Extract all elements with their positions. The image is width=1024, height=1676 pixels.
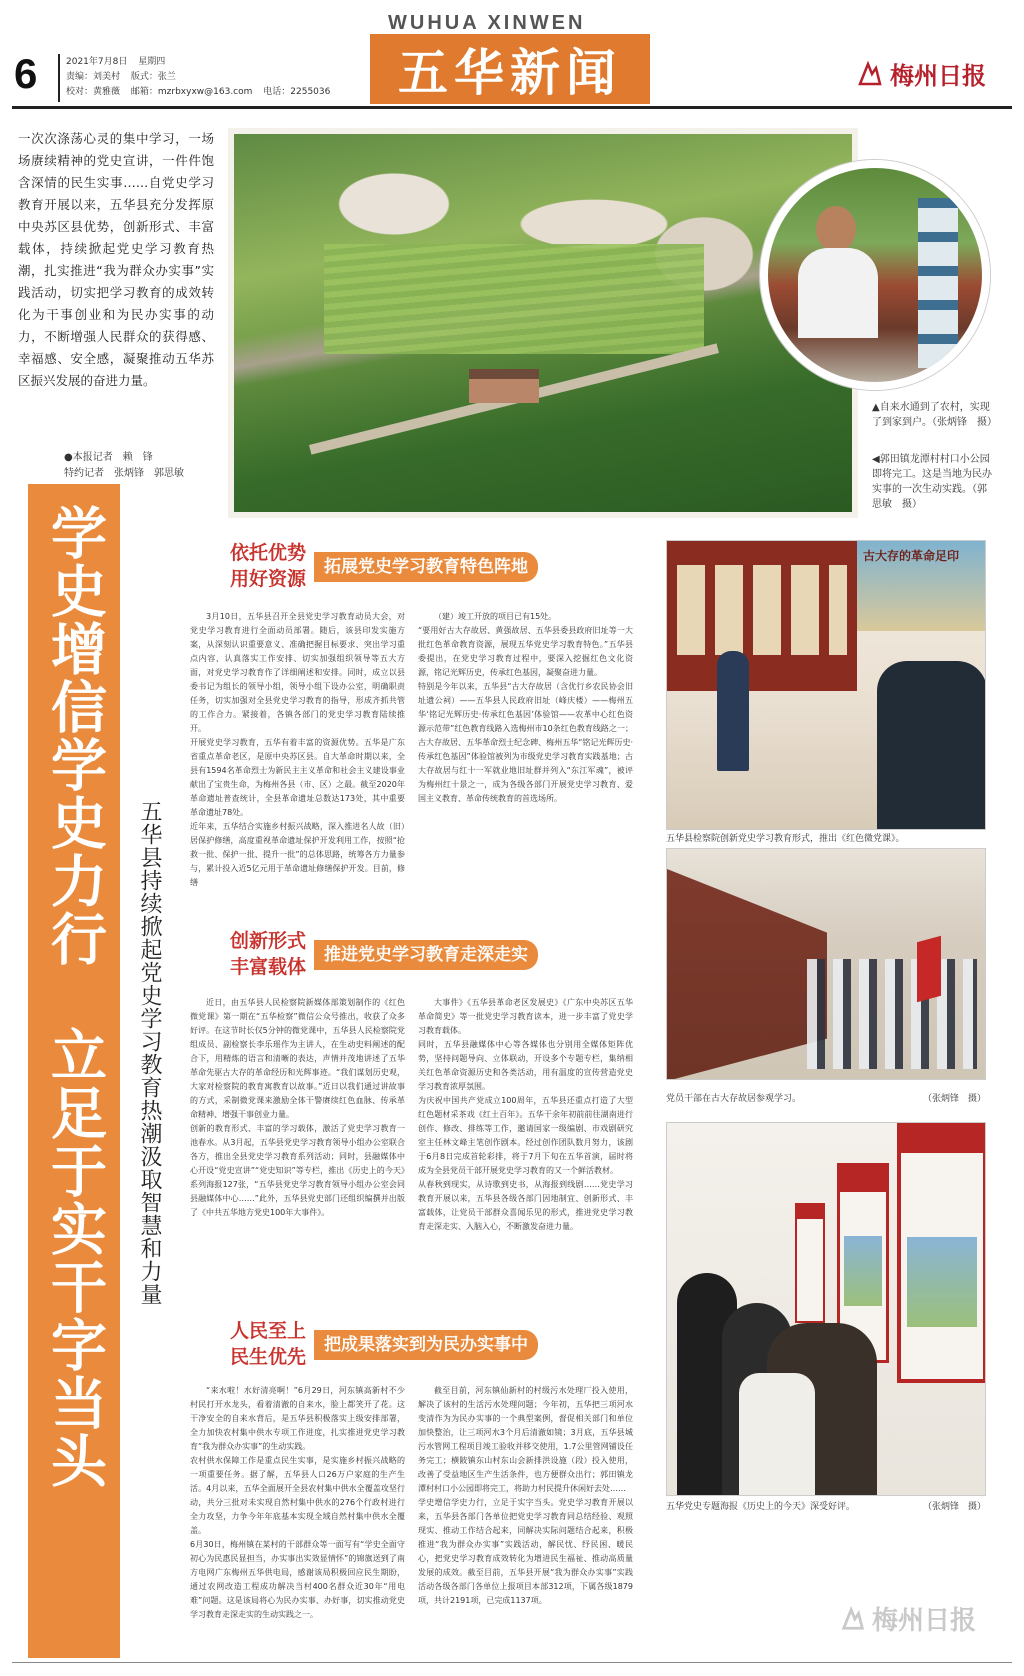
poster-3-header: [797, 1205, 823, 1219]
water-pipes: [918, 198, 958, 368]
email: 邮箱：mzrbxyxw@163.com: [130, 87, 253, 97]
byline-correspondent: 特约记者 张炳锋 郭思敏: [64, 468, 184, 479]
bottom-rule: [12, 1662, 1012, 1663]
subheadline: 五华县持续掀起党史学习教育热潮汲取智慧和力量: [137, 800, 162, 1306]
section-1-title: 拓展党史学习教育特色阵地: [314, 552, 538, 582]
water-tap-photo: [760, 160, 990, 390]
section-3-title: 把成果落实到为民办实事中: [314, 1330, 538, 1360]
section-1-tag: 依托优势 用好资源: [229, 542, 306, 590]
headline-banner: [28, 484, 120, 1658]
section-2-col-1: 近日，由五华县人民检察院新媒体部策划制作的《红色微党课》第一期在“五华检察”微信公众号推出，收获了众多好评。在这节时长仅5分钟的微党课中，五华县人民检察院党组成员、副检察长李乐瑶作为主讲人，在生动史料阐述的配合下，用精炼的语言和清晰的表达，声情并茂地讲述了五华革命先驱古大存的革命经历和光辉事迹。“我们谋划历史观，大家对检察院的教育寓教育以故事。”近日以我们通过讲故事的方式，采制微党课来激励全体干警赓续红色血脉、传承革命精神、增强干事创业力量。 创新的教育形式、丰富的学习载体，激活了党史学习教育一池春水。从3月起，五华县党史学习教育领导小组办公室联合各方，推出全县党史学习教育系列活动；同时，县融媒体中心开设“党史宣讲”“党史知识”等专栏，推出《历史上的今天》系列海报127张，“五华县党史学习教育领导小组办公室会同县融媒体中心……”此外，五华县党史部门还组织编撰并出版了《中共五华地方党史100年大事件》。: [190, 998, 405, 1217]
proofreader: 校对：黄雅薇: [66, 87, 121, 97]
editor: 责编：刘美村: [66, 72, 121, 82]
caption-corridor-credit: （张炳锋 摄）: [922, 1094, 986, 1104]
park-pavilion: [469, 369, 539, 403]
caption-corridor: [666, 1092, 986, 1107]
page-number: 6: [14, 50, 38, 97]
procuratorate-lesson-photo: [666, 540, 986, 830]
village-aerial-photo: [228, 128, 858, 518]
caption-water: ▲自来水通到了农村，实现了到家到户。（张炳锋 摄）: [872, 402, 997, 428]
byline: [64, 450, 184, 482]
poster-1-header: [901, 1127, 983, 1153]
caption-park: ◀郭田镇龙潭村村口小公园即将完工。这是当地为民办实事的一次生动实践。（郭思敏 摄）: [872, 454, 992, 510]
caption-gallery: [666, 1500, 986, 1515]
poster-2-image: [844, 1236, 882, 1306]
former-residence-visit-photo: [666, 848, 986, 1080]
watermark-logo-icon: [840, 1606, 866, 1632]
section-3-tag: 人民至上 民生优先: [229, 1320, 306, 1368]
section-1-col-1: 3月10日，五华县召开全县党史学习教育动员大会，对党史学习教育进行全面动员部署。随后，该县印发实施方案，从深刻认识重要意义、准确把握目标要求、突出学习重点内容、认真落实工作安排、切实加强组织领导等五大方面，对党史学习教育作了详细阐述和安排。同时，成立以县委书记为组长的领导小组，领导小组下设办公室，明确职责任务，切实加强对全县党史学习教育的指导，形成齐抓共管的工作合力。紧接着，各镇各部门的党史学习教育陆续推开。 开展党史学习教育，五华有着丰富的资源优势。五华是广东省重点革命老区，是原中央苏区县。自大革命时期以来，全县有1594名革命烈士为新民主主义革命和社会主义建设事业献出了宝贵生命，为梅州各县（市、区）之最。截至2020年革命遗址普查统计，全县革命遗址总数达173处，其中重要革命遗址78处。 近年来，五华结合实施乡村振兴战略，深入推进名人故（旧）居保护修缮，高度重视革命遗址保护开发利用工作，按照“抢救一批、保护一批、提升一批”的总体思路，统筹各方力量参与，累计投入近5亿元用于革命遗址修缮保护开发。目前，修缮: [190, 612, 405, 887]
weekday: 星期四: [138, 57, 166, 67]
watermark: [840, 1600, 976, 1637]
visitor-4-shirt: [739, 1373, 815, 1496]
poster-1-image: [907, 1237, 977, 1327]
watermark-text: 梅州日报: [872, 1606, 977, 1636]
paper-name: 梅州日报: [890, 61, 986, 90]
villager-head: [816, 206, 856, 252]
brick-wall: [667, 869, 827, 1080]
section-2-title: 推进党史学习教育走深走实: [314, 940, 538, 970]
caption-corridor-text: 党员干部在古大存故居参观学习。: [666, 1094, 802, 1104]
phone: 电话：2255036: [263, 87, 331, 97]
exhibit-frames: [677, 565, 847, 655]
red-flag: [917, 936, 941, 1002]
caption-gallery-credit: （张炳锋 摄）: [922, 1502, 986, 1512]
paper-logo-icon: [856, 60, 884, 88]
tea-field: [324, 244, 704, 354]
date: 2021年7月8日: [66, 57, 128, 67]
section-2-col-2: 大事件》《五华县革命老区发展史》《广东中央苏区五华革命简史》等一批党史学习教育读本，进一步丰富了党史学习教育载体。 同时，五华县融媒体中心等各媒体也分别用全媒体矩阵优势，坚持问题导向、立体联动，开设多个专题专栏，集纳相关红色革命资源历史和各类活动，用有温度的宣传营造党史学习教育浓厚氛围。 为庆祝中国共产党成立100周年，五华县还重点打造了大型红色题材采茶戏《红土百年》。五华干余年初前前往湖南进行创作、修改、排练等工作，邀请国家一级编剧、市戏剧研究室主任林文峰主笔创作剧本。经过创作团队数月努力，该剧于6月8日完成首轮彩排，将于7月下旬在五华首演，届时将成为全县党员干部开展党史学习教育的又一个鲜活教材。 从春秋到现实，从诗歌到史书，从海报到线剧……党史学习教育开展以来，五华县各级各部门因地制宜、创新形式、丰富载体，让党员干部群众喜闻乐见的形式，推进党史学习教育走深走实、入脑入心，不断激发奋进力量。: [418, 998, 633, 1231]
meta-row-date: [66, 55, 376, 70]
poster-1: [897, 1123, 986, 1383]
meta-row-editors: [66, 70, 376, 85]
caption-gallery-text: 五华党史专题海报《历史上的今天》深受好评。: [666, 1502, 856, 1512]
section-3-col-1: “来水啦！水好清亮啊！”6月29日，河东镇高新村不少村民打开水龙头，看着清澈的自来水，脸上都笑开了花。这干净安全的自来水背后，是五华县积极落实上级安排部署，全力加快农村集中供水专项工作进度，扎实推进党史学习教育“我为群众办实事”的生动实践。 农村供水保障工作是重点民生实事，是实施乡村振兴战略的一项重要任务。据了解，五华县人口26万户家庭的生产生活。4月以来，五华全面展开全县农村集中供水全覆盖攻坚行动，共分三批对未实现自然村集中供水的276个行政村进行全力攻坚，力争今年年底基本实现全域自然村集中供水全覆盖。 6月30日，梅州镇在某村的干部群众等一面写有“学史全面守初心为民惠民显担当，办实事出实效显情怀”的锦旗送到了南方电网广东梅州五华供电局，感谢该局积极回应民生期盼，通过农网改造工程成功解决当村400名群众近30年“用电难”问题。这是该局将心为民办实事、办好事，切实推动党史学习教育走深走实的生动实践之一。: [190, 1386, 405, 1619]
section-1-col-2: （建）竣工开放的项目已有15处。 “要用好古大存故居、黄强故居、五华县委县政府旧址等一大批红色革命教育资源，展现五华党史学习教育特色。”五华县委提出，在党史学习教育过程中，要深入挖掘红色文化资源，铭记光辉历史，传承红色基因，凝聚奋进力量。 特别是今年以来，五华县“古大存故居（含优行乡农民协会旧址遗公祠）——五华县人民政府旧址（峰庆楼）——梅州五华‘铭记光辉历史·传承红色基因’体验馆——农革中心红色资源示范带”红色教育线路入选梅州市10条红色教育线路之一；古大存故居、五华革命烈士纪念碑、梅州五华“铭记光辉历史·传承红色基因”体验馆被列为市级党史学习教育实践基地；古大存故居与红十一军就业地旧址群并列入“东江军魂”，被评为梅州红十景之一，成为各级各部门开展党史学习教育、爱国主义教育、革命传统教育的首选场所。: [418, 612, 633, 803]
section-3-header: [218, 1318, 638, 1374]
camera-operator: [877, 661, 986, 830]
poster-3: [795, 1203, 825, 1323]
exhibit-sign: 古大存的革命足印: [863, 549, 960, 563]
meta-row-contact: [66, 85, 376, 100]
brand-chinese: 五华新闻: [398, 44, 622, 102]
layout-editor: 版式：张兰: [130, 72, 176, 82]
section-2-tag: 创新形式 丰富载体: [229, 930, 306, 978]
caption-museum-text: 五华县检察院创新党史学习教育形式，推出《红色微党课》。: [666, 834, 905, 844]
visiting-party-members: [807, 959, 977, 1069]
intro-paragraph: 一次次涤荡心灵的集中学习，一场场赓续精神的党史宣讲，一件件饱含深情的民生实事……自党史学习教育开展以来，五华县充分发挥原中央苏区县优势，创新形式、丰富载体，持续掀起党史学习教育热潮，扎实推进“我为群众办实事”实践活动，切实把学习教育的成效转化为干事创业和为民办实事的动力，不断增强人民群众的获得感、幸福感、安全感，凝聚推动五华苏区振兴发展的奋进力量。: [18, 131, 214, 388]
section-3-col-2: 截至目前，河东镇仙新村的村级污水处理厂投入使用，解决了该村的生活污水处理问题；今年初，五华把三项河水变清作为为民办实事的一个典型案例，督促相关部门和单位加快整治，让三项河水3个月后清澈如镜；3月底，五华县城污水管网工程项目竣工验收并移交使用，1.7公里管网铺设任务完工；横陂镇东山村东山会新排洪设施（段）投入使用，改善了受益地区生产生活条件，也方便群众出行；郭田镇龙潭村村口小公园即将完工，将助力村民提升休闲好去处…… 学史增信学史力行，立足于实字当头。党史学习教育开展以来，五华县各部门各单位把党史学习教育同总结经验、观照现实、推动工作结合起来，同解决实际问题结合起来，积极推进“我为群众办实事”实践活动，解民忧、纾民困、暖民心，把党史学习教育成效转化为增进民生福祉、推动高质量发展的成效。截至目前，五华县开展“我为群众办实事”实践活动各级各部门各单位上报项目本部312项，下属各级1879项，共计2191项，已完成1137项。: [418, 1386, 633, 1605]
history-poster-photo: [666, 1122, 986, 1496]
masthead: [0, 0, 1024, 110]
poster-2-header: [840, 1166, 886, 1192]
byline-reporter: ●本报记者 赖 锋: [64, 452, 153, 463]
villager-body: [798, 248, 878, 338]
headline: 学史增信学史力行 立足于实干字当头: [42, 504, 107, 1490]
brand-english: WUHUA XINWEN: [388, 12, 586, 34]
masthead-rule: [12, 106, 1012, 109]
section-2-header: [218, 928, 638, 984]
brand-banner: [370, 34, 650, 104]
masthead-divider: [58, 54, 60, 102]
paper-brand: [856, 56, 986, 91]
section-1-header: [218, 540, 638, 596]
lecturer: [717, 651, 749, 771]
page-meta: [66, 55, 376, 100]
